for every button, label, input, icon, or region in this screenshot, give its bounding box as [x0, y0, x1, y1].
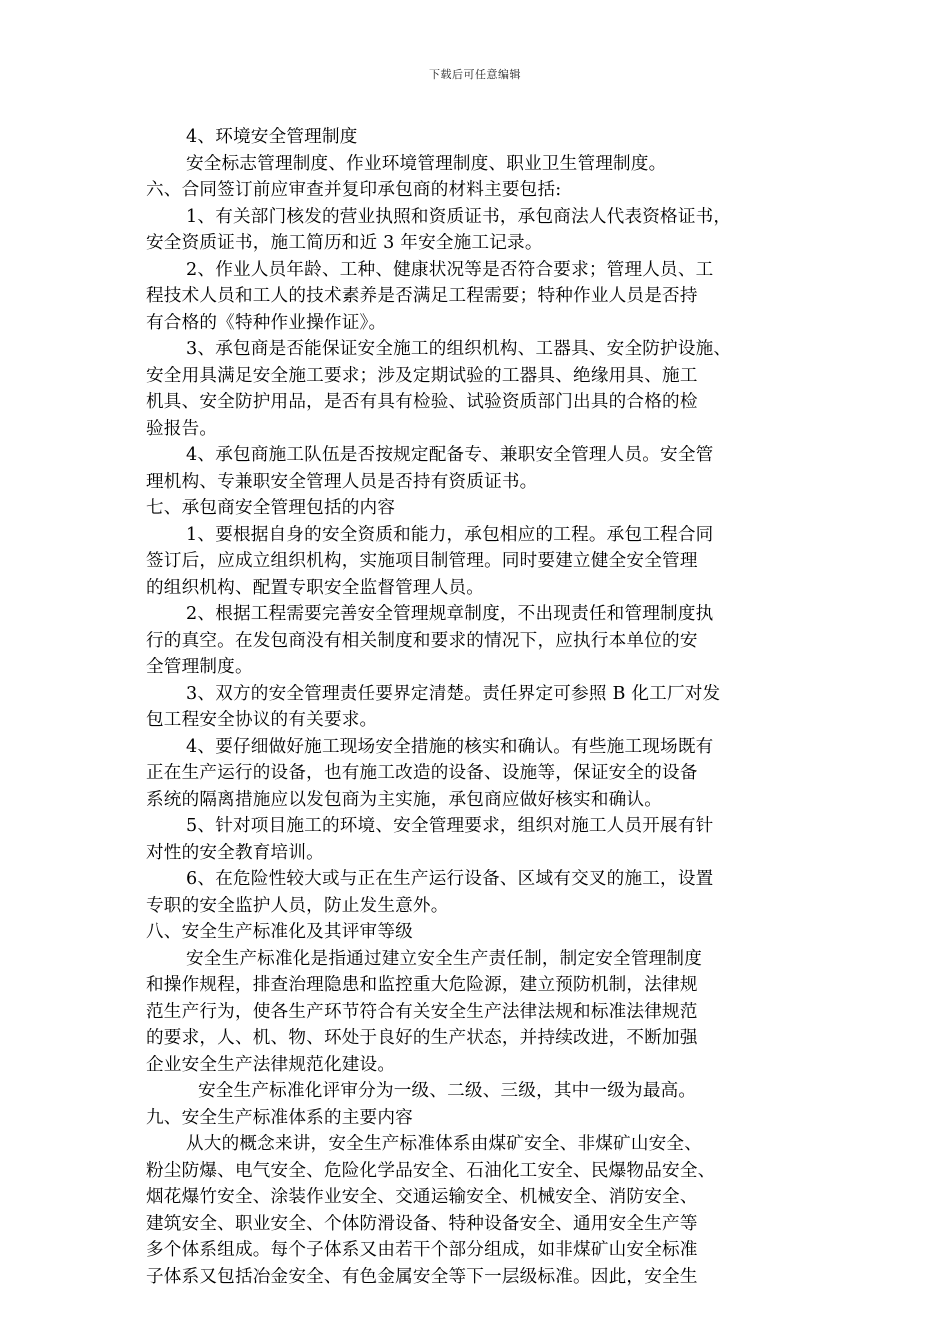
text-line: 3、承包商是否能保证安全施工的组织机构、工器具、安全防护设施、 — [186, 339, 732, 359]
text-line: 4、环境安全管理制度 — [186, 127, 358, 147]
text-line: 九、安全生产标准体系的主要内容 — [146, 1107, 413, 1128]
text-line: 烟花爆竹安全、涂装作业安全、交通运输安全、机械安全、消防安全、 — [146, 1187, 698, 1207]
text-line: 全管理制度。 — [146, 657, 253, 677]
text-line: 七、承包商安全管理包括的内容 — [146, 498, 396, 518]
text-line: 的要求，人、机、物、环处于良好的生产状态，并持续改进，不断加强 — [146, 1028, 698, 1048]
text-line: 签订后，应成立组织机构，实施项目制管理。同时要建立健全安全管理 — [146, 551, 698, 571]
text-line: 多个体系组成。每个子体系又由若干个部分组成，如非煤矿山安全标准 — [146, 1240, 698, 1260]
text-line: 验报告。 — [146, 418, 218, 439]
text-line: 子体系又包括冶金安全、有色金属安全等下一层级标准。因此，安全生 — [146, 1266, 698, 1287]
text-line: 粉尘防爆、电气安全、危险化学品安全、石油化工安全、民爆物品安全、 — [146, 1160, 716, 1181]
text-line: 1、要根据自身的安全资质和能力，承包相应的工程。承包工程合同 — [186, 524, 714, 545]
text-line: 六、合同签订前应审查并复印承包商的材料主要包括: — [146, 180, 562, 200]
text-line: 对性的安全教育培训。 — [146, 842, 324, 863]
text-line: 的组织机构、配置专职安全监督管理人员。 — [146, 577, 485, 598]
text-line: 和操作规程，排查治理隐患和监控重大危险源，建立预防机制，法律规 — [146, 975, 698, 995]
text-line: 安全生产标准化评审分为一级、二级、三级，其中一级为最高。 — [198, 1081, 697, 1101]
document-body — [146, 124, 810, 1290]
text-line: 3、双方的安全管理责任要界定清楚。责任界定可参照 B 化工厂对发 — [186, 683, 721, 704]
text-line: 1、有关部门核发的营业执照和资质证书，承包商法人代表资格证书， — [186, 206, 732, 227]
text-line: 行的真空。在发包商没有相关制度和要求的情况下，应执行本单位的安 — [146, 630, 698, 651]
text-line: 范生产行为，使各生产环节符合有关安全生产法律法规和标准法律规范 — [146, 1001, 698, 1022]
text-line: 安全生产标准化是指通过建立安全生产责任制，制定安全管理制度 — [186, 948, 703, 969]
page-header: 下载后可任意编辑 — [429, 68, 521, 81]
text-line: 从大的概念来讲，安全生产标准体系由煤矿安全、非煤矿山安全、 — [186, 1134, 703, 1154]
text-line: 4、要仔细做好施工现场安全措施的核实和确认。有些施工现场既有 — [186, 736, 714, 757]
text-line: 安全标志管理制度、作业环境管理制度、职业卫生管理制度。 — [186, 153, 667, 174]
text-line: 正在生产运行的设备，也有施工改造的设备、设施等，保证安全的设备 — [146, 763, 698, 783]
text-line: 2、作业人员年龄、工种、健康状况等是否符合要求；管理人员、工 — [186, 259, 714, 280]
text-line: 5、针对项目施工的环境、安全管理要求，组织对施工人员开展有针 — [186, 816, 714, 836]
text-line: 4、承包商施工队伍是否按规定配备专、兼职安全管理人员。安全管 — [186, 445, 714, 465]
text-line: 八、安全生产标准化及其评审等级 — [146, 922, 413, 942]
text-line: 安全资质证书，施工简历和近 3 年安全施工记录。 — [146, 233, 543, 253]
text-line: 理机构、专兼职安全管理人员是否持有资质证书。 — [146, 471, 538, 492]
text-line: 建筑安全、职业安全、个体防滑设备、特种设备安全、通用安全生产等 — [146, 1213, 698, 1234]
text-line: 2、根据工程需要完善安全管理规章制度，不出现责任和管理制度执 — [186, 604, 714, 624]
text-line: 企业安全生产法律规范化建设。 — [146, 1054, 396, 1075]
text-line: 专职的安全监护人员，防止发生意外。 — [146, 895, 449, 916]
text-line: 有合格的《特种作业操作证》。 — [146, 312, 387, 333]
text-line: 6、在危险性较大或与正在生产运行设备、区域有交叉的施工，设置 — [186, 869, 714, 889]
text-line: 系统的隔离措施应以发包商为主实施，承包商应做好核实和确认。 — [146, 789, 663, 810]
text-line: 包工程安全协议的有关要求。 — [146, 710, 378, 730]
text-line: 安全用具满足安全施工要求；涉及定期试验的工器具、绝缘用具、施工 — [146, 365, 698, 386]
text-line: 机具、安全防护用品，是否有具有检验、试验资质部门出具的合格的检 — [146, 392, 698, 412]
text-line: 程技术人员和工人的技术素养是否满足工程需要；特种作业人员是否持 — [146, 286, 698, 306]
